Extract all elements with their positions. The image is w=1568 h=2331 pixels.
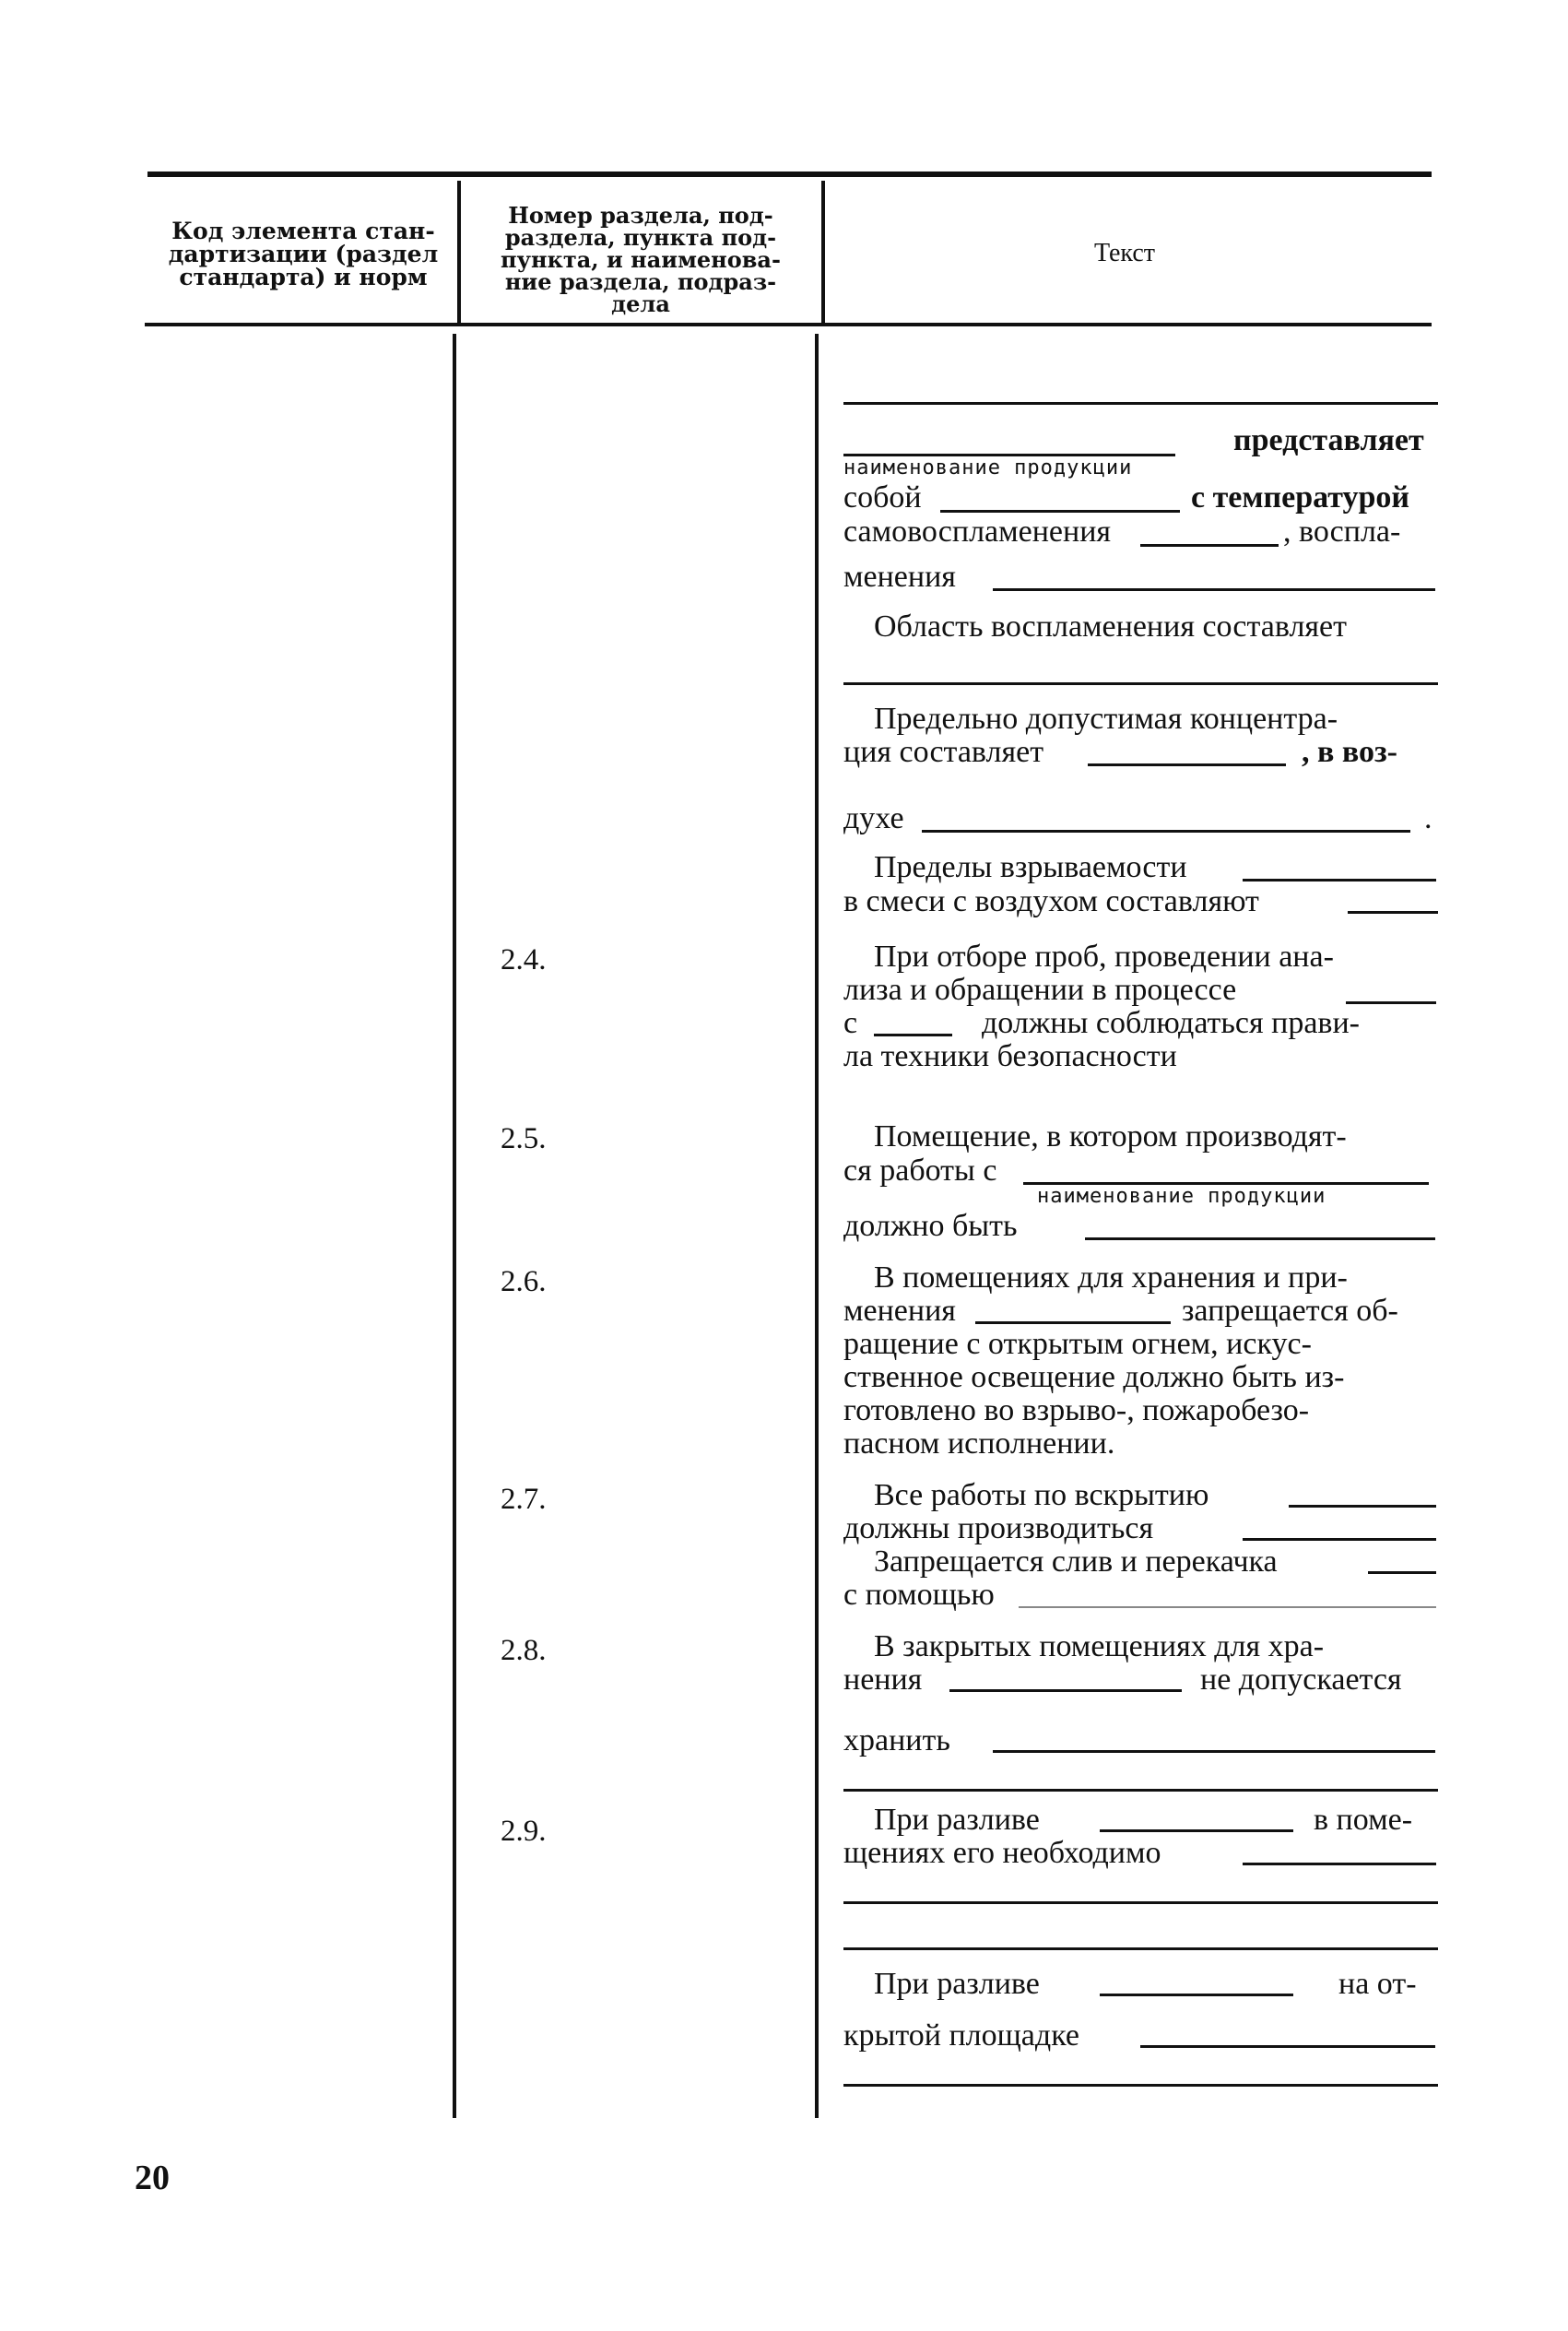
text-line: лиза и обращении в процессе — [843, 973, 1237, 1007]
text-line: с температурой — [1191, 480, 1410, 515]
text-line: При отборе проб, проведении ана- — [874, 940, 1334, 974]
text-line: менения — [843, 560, 956, 594]
text-line: менения — [843, 1294, 956, 1328]
text-line: В помещениях для хранения и при- — [874, 1260, 1348, 1295]
text-line: собой — [843, 480, 922, 515]
text-line: Пределы взрываемости — [874, 850, 1187, 884]
text-line: При разливе — [874, 1967, 1040, 2001]
blank-line — [1100, 1829, 1293, 1832]
text-line: духе — [843, 801, 904, 835]
blank-line — [1368, 1571, 1436, 1574]
caption: наименование продукции — [1037, 1185, 1326, 1208]
text-line: , воспла- — [1283, 515, 1401, 549]
text-line: должны соблюдаться прави- — [982, 1006, 1360, 1040]
blank-line — [1140, 544, 1279, 547]
blank-line — [1085, 1237, 1435, 1240]
text-line: на от- — [1338, 1967, 1417, 2001]
text-line: крытой площадке — [843, 2018, 1079, 2053]
header-col-text: Текст — [1093, 239, 1156, 267]
blank-line — [1243, 1863, 1436, 1865]
text-line: ция составляет — [843, 735, 1044, 769]
blank-line — [843, 1901, 1438, 1904]
header-col-section: Номер раздела, под- раздела, пункта под- пункта, и наименова- ние раздела, подраз- дела — [501, 202, 781, 317]
text-line: представляет — [1233, 423, 1424, 457]
text-line: щениях его необходимо — [843, 1836, 1161, 1870]
col-divider-2 — [821, 181, 825, 324]
text-line: самовоспламенения — [843, 515, 1112, 549]
text-line: Помещение, в котором производят- — [874, 1119, 1347, 1154]
text-line: нения — [843, 1662, 923, 1697]
text-line: . — [1424, 801, 1432, 835]
text-line: Область воспламенения составляет — [874, 609, 1348, 644]
blank-line — [993, 1750, 1435, 1753]
text-line: Запрещается слив и перекачка — [874, 1544, 1278, 1579]
text-line: При разливе — [874, 1803, 1040, 1837]
page-number: 20 — [135, 2159, 170, 2197]
text-line: Предельно допустимая концентра- — [874, 702, 1338, 736]
text-line: ла техники безопасности — [843, 1039, 1177, 1073]
blank-line — [1243, 879, 1436, 882]
text-line: должно быть — [843, 1209, 1018, 1243]
text-line: пасном исполнении. — [843, 1426, 1115, 1461]
blank-line — [1346, 1001, 1436, 1004]
blank-line — [1289, 1505, 1436, 1508]
text-line: не допускается — [1200, 1662, 1402, 1697]
blank-line — [1019, 1606, 1436, 1608]
section-number: 2.8. — [501, 1634, 547, 1667]
blank-line — [975, 1321, 1171, 1324]
section-number: 2.9. — [501, 1815, 547, 1848]
text-line: Все работы по вскрытию — [874, 1478, 1209, 1512]
text-line: хранить — [843, 1723, 950, 1757]
blank-line — [940, 510, 1180, 513]
header-top-rule — [147, 172, 1432, 177]
body-divider-2 — [815, 334, 819, 2118]
blank-line — [874, 1034, 952, 1036]
text-line: запрещается об- — [1182, 1294, 1398, 1328]
text-line: в поме- — [1314, 1803, 1413, 1837]
blank-line — [843, 2084, 1438, 2087]
body-divider-1 — [453, 334, 456, 2118]
text-line: ращение с открытым огнем, искус- — [843, 1327, 1312, 1361]
text-line: в смеси с воздухом составляют — [843, 884, 1259, 918]
blank-line — [1140, 2045, 1435, 2048]
blank-line — [1243, 1538, 1436, 1541]
blank-line — [843, 682, 1438, 685]
blank-line — [843, 402, 1438, 405]
section-number: 2.5. — [501, 1122, 547, 1155]
section-number: 2.6. — [501, 1265, 547, 1298]
header-col-code: Код элемента стан- дартизации (раздел стандарта) и норм — [168, 218, 439, 290]
blank-line — [843, 1789, 1438, 1792]
text-line: , в воз- — [1302, 735, 1397, 769]
text-line: готовлено во взрыво-, пожаробезо- — [843, 1393, 1310, 1427]
blank-line — [949, 1689, 1182, 1692]
blank-line — [1348, 911, 1438, 914]
text-line: ся работы с — [843, 1154, 997, 1188]
text-line: В закрытых помещениях для хра- — [874, 1629, 1325, 1663]
blank-line — [1100, 1994, 1293, 1996]
text-line: ственное освещение должно быть из- — [843, 1360, 1345, 1394]
blank-line — [993, 588, 1435, 591]
col-divider-1 — [457, 181, 461, 324]
header-bottom-rule — [145, 323, 1432, 326]
caption: наименование продукции — [843, 456, 1133, 479]
blank-line — [922, 830, 1410, 833]
section-number: 2.7. — [501, 1483, 547, 1516]
text-line: должны производиться — [843, 1511, 1154, 1545]
text-line: с — [843, 1006, 858, 1040]
blank-line — [843, 1947, 1438, 1950]
text-line: с помощью — [843, 1578, 995, 1612]
section-number: 2.4. — [501, 943, 547, 976]
blank-line — [1088, 763, 1286, 766]
